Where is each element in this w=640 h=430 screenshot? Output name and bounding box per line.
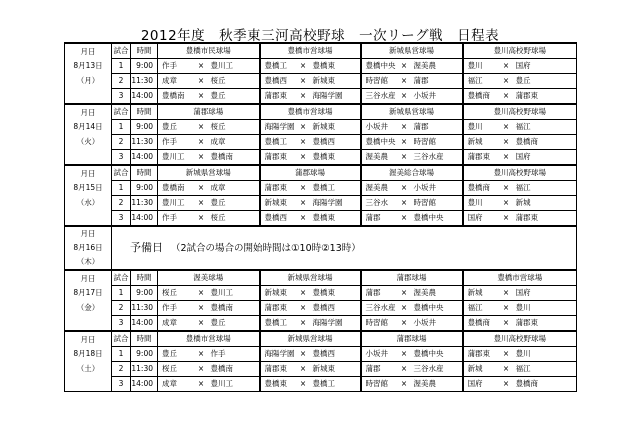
date-cell: 8月13日 (65, 59, 112, 74)
team-home: 桜丘 (158, 286, 194, 301)
team-home: 時習館 (361, 316, 397, 332)
schedule-table (64, 42, 577, 392)
team-away: 時習館 (412, 196, 463, 211)
team-home: 国府 (463, 377, 499, 392)
vs-mark: × (194, 362, 209, 377)
rest-day-label: 予備日 (130, 241, 163, 255)
team-home: 作手 (158, 59, 194, 74)
venue-name: 蒲郡球場 (361, 331, 463, 347)
vs-mark: × (499, 362, 514, 377)
team-home: 豊橋東 (260, 377, 296, 392)
date-blank (65, 211, 112, 227)
vs-mark: × (499, 135, 514, 150)
team-home: 蒲郡東 (260, 362, 296, 377)
team-away: 福江 (514, 362, 577, 377)
team-away: 豊川 (514, 347, 577, 362)
venue-name: 蒲郡球場 (361, 270, 463, 286)
team-away: 渥美農 (412, 59, 463, 74)
venue-name: 豊橋市営球場 (260, 43, 361, 59)
vs-mark: × (194, 301, 209, 316)
team-home: 豊丘 (158, 347, 194, 362)
vs-mark: × (296, 181, 311, 196)
team-away: 豊橋中央 (412, 347, 463, 362)
time-header: 時間 (131, 331, 158, 347)
start-time: 14:00 (131, 316, 158, 332)
date-cell: 8月16日 (65, 241, 112, 255)
team-home: 豊川工 (158, 196, 194, 211)
team-away: 豊橋中央 (412, 301, 463, 316)
vs-mark: × (296, 316, 311, 332)
venue-name: 蒲郡球場 (158, 104, 260, 120)
team-away: 渥美農 (412, 286, 463, 301)
team-home: 三谷水産 (361, 301, 397, 316)
team-home: 蒲郡東 (463, 150, 499, 166)
team-home: 福江 (463, 74, 499, 89)
page-title: 2012年度 秋季東三河高校野球 一次リーグ戦 日程表 (140, 28, 500, 44)
venue-name: 豊川高校野球場 (463, 165, 577, 181)
game-row (65, 286, 577, 301)
team-away: 蒲郡東 (514, 211, 577, 227)
team-home: 豊丘 (158, 120, 194, 135)
team-away: 豊川工 (209, 59, 260, 74)
vs-mark: × (499, 347, 514, 362)
start-time: 9:00 (131, 286, 158, 301)
weekday-cell: （金） (65, 301, 112, 316)
team-home: 豊橋工 (260, 316, 296, 332)
vs-mark: × (499, 59, 514, 74)
vs-mark: × (397, 59, 412, 74)
team-home: 豊橋西 (260, 74, 296, 89)
team-away: 海陽学園 (311, 196, 361, 211)
team-away: 豊丘 (209, 89, 260, 105)
start-time: 11:30 (131, 196, 158, 211)
vs-mark: × (194, 181, 209, 196)
team-away: 作手 (209, 347, 260, 362)
game-row (65, 150, 577, 166)
date-blank (65, 316, 112, 332)
team-away: 蒲郡 (412, 120, 463, 135)
match-header: 試合 (112, 165, 131, 181)
team-away: 豊川工 (209, 377, 260, 392)
time-header: 時間 (131, 104, 158, 120)
match-number: 2 (112, 135, 131, 150)
venue-name: 新城県営球場 (158, 165, 260, 181)
vs-mark: × (296, 74, 311, 89)
team-away: 豊橋南 (209, 362, 260, 377)
venue-name: 新城県営球場 (361, 104, 463, 120)
vs-mark: × (194, 74, 209, 89)
time-header: 時間 (131, 43, 158, 59)
team-home: 蒲郡東 (260, 89, 296, 105)
match-number: 2 (112, 74, 131, 89)
start-time: 9:00 (131, 181, 158, 196)
start-time: 9:00 (131, 347, 158, 362)
vs-mark: × (194, 286, 209, 301)
team-home: 海陽学園 (260, 120, 296, 135)
team-away: 福江 (514, 181, 577, 196)
team-away: 成章 (209, 181, 260, 196)
start-time: 14:00 (131, 89, 158, 105)
start-time: 14:00 (131, 377, 158, 392)
team-home: 豊橋工 (260, 59, 296, 74)
vs-mark: × (499, 120, 514, 135)
vs-mark: × (397, 89, 412, 105)
team-away: 豊橋西 (311, 135, 361, 150)
team-away: 豊橋工 (311, 181, 361, 196)
team-away: 豊橋西 (311, 301, 361, 316)
team-home: 作手 (158, 301, 194, 316)
team-home: 渥美農 (361, 150, 397, 166)
team-away: 豊橋商 (514, 377, 577, 392)
vs-mark: × (296, 362, 311, 377)
start-time: 9:00 (131, 59, 158, 74)
day-header-row (65, 104, 577, 120)
team-away: 新城 (514, 196, 577, 211)
vs-mark: × (397, 347, 412, 362)
match-header: 試合 (112, 43, 131, 59)
team-away: 豊橋中央 (412, 211, 463, 227)
team-away: 桜丘 (209, 211, 260, 227)
team-away: 桜丘 (209, 74, 260, 89)
team-home: 時習館 (361, 74, 397, 89)
venue-name: 新城県営球場 (260, 270, 361, 286)
team-home: 成章 (158, 74, 194, 89)
team-home: 蒲郡 (361, 286, 397, 301)
date-cell: 8月17日 (65, 286, 112, 301)
team-home: 蒲郡 (361, 211, 397, 227)
team-home: 豊川工 (158, 150, 194, 166)
team-away: 豊丘 (209, 196, 260, 211)
vs-mark: × (397, 196, 412, 211)
month-day-header: 月日 (65, 43, 112, 59)
game-row (65, 211, 577, 227)
vs-mark: × (499, 211, 514, 227)
vs-mark: × (194, 211, 209, 227)
match-number: 3 (112, 377, 131, 392)
team-home: 成章 (158, 316, 194, 332)
match-header: 試合 (112, 104, 131, 120)
team-away: 国府 (514, 59, 577, 74)
day-header-row (65, 43, 577, 59)
game-row (65, 316, 577, 332)
month-day-header: 月日 (65, 331, 112, 347)
vs-mark: × (194, 150, 209, 166)
vs-mark: × (499, 196, 514, 211)
vs-mark: × (397, 135, 412, 150)
team-home: 豊橋西 (260, 211, 296, 227)
team-away: 豊橋工 (311, 377, 361, 392)
vs-mark: × (194, 135, 209, 150)
team-home: 豊橋商 (463, 89, 499, 105)
team-away: 国府 (514, 286, 577, 301)
start-time: 11:30 (131, 362, 158, 377)
start-time: 9:00 (131, 120, 158, 135)
match-number: 3 (112, 150, 131, 166)
team-home: 小坂井 (361, 120, 397, 135)
vs-mark: × (296, 135, 311, 150)
team-away: 三谷水産 (412, 362, 463, 377)
vs-mark: × (397, 74, 412, 89)
venue-name: 豊川高校野球場 (463, 104, 577, 120)
venue-name: 豊川高校野球場 (463, 43, 577, 59)
team-away: 時習館 (412, 135, 463, 150)
team-away: 豊橋東 (311, 150, 361, 166)
team-away: 豊橋東 (311, 59, 361, 74)
start-time: 14:00 (131, 150, 158, 166)
venue-name: 渥美総合球場 (361, 165, 463, 181)
vs-mark: × (499, 301, 514, 316)
team-home: 豊橋南 (158, 181, 194, 196)
team-home: 蒲郡東 (260, 150, 296, 166)
game-row (65, 89, 577, 105)
match-number: 1 (112, 347, 131, 362)
vs-mark: × (194, 59, 209, 74)
game-row (65, 301, 577, 316)
team-home: 桜丘 (158, 362, 194, 377)
vs-mark: × (194, 347, 209, 362)
vs-mark: × (194, 316, 209, 332)
team-home: 豊川 (463, 59, 499, 74)
match-number: 1 (112, 181, 131, 196)
team-home: 三谷水 (361, 196, 397, 211)
game-row (65, 196, 577, 211)
day-header-row (65, 165, 577, 181)
team-away: 成章 (209, 135, 260, 150)
venue-name: 蒲郡球場 (260, 165, 361, 181)
day-header-row (65, 270, 577, 286)
team-away: 渥美農 (412, 377, 463, 392)
team-home: 福江 (463, 301, 499, 316)
team-home: 蒲郡東 (260, 301, 296, 316)
team-home: 蒲郡 (361, 362, 397, 377)
weekday-cell: （木） (65, 255, 112, 270)
vs-mark: × (499, 286, 514, 301)
day-header-row (65, 331, 577, 347)
team-away: 豊丘 (209, 316, 260, 332)
vs-mark: × (194, 120, 209, 135)
game-row (65, 347, 577, 362)
time-header: 時間 (131, 270, 158, 286)
team-away: 桜丘 (209, 120, 260, 135)
team-away: 豊橋南 (209, 301, 260, 316)
venue-name: 豊橋市営球場 (260, 104, 361, 120)
team-home: 新城 (463, 135, 499, 150)
team-home: 新城 (463, 286, 499, 301)
game-row (65, 377, 577, 392)
vs-mark: × (296, 377, 311, 392)
vs-mark: × (296, 286, 311, 301)
weekday-cell: （水） (65, 196, 112, 211)
team-away: 国府 (514, 150, 577, 166)
vs-mark: × (296, 301, 311, 316)
team-home: 豊橋商 (463, 181, 499, 196)
vs-mark: × (296, 211, 311, 227)
team-home: 豊橋中央 (361, 59, 397, 74)
team-home: 蒲郡東 (260, 181, 296, 196)
team-home: 豊橋中央 (361, 135, 397, 150)
vs-mark: × (397, 181, 412, 196)
start-time: 11:30 (131, 74, 158, 89)
vs-mark: × (397, 286, 412, 301)
weekday-cell: （月） (65, 74, 112, 89)
team-home: 作手 (158, 135, 194, 150)
rest-day-cell (112, 226, 577, 270)
team-away: 豊橋西 (311, 347, 361, 362)
match-number: 1 (112, 59, 131, 74)
match-header: 試合 (112, 270, 131, 286)
team-away: 新城東 (311, 74, 361, 89)
vs-mark: × (499, 377, 514, 392)
month-day-header: 月日 (65, 226, 112, 241)
date-blank (65, 377, 112, 392)
team-home: 成章 (158, 377, 194, 392)
vs-mark: × (397, 120, 412, 135)
vs-mark: × (499, 150, 514, 166)
team-away: 豊橋東 (311, 286, 361, 301)
vs-mark: × (397, 150, 412, 166)
venue-name: 豊橋市民球場 (158, 43, 260, 59)
team-away: 福江 (514, 120, 577, 135)
venue-name: 豊橋市営球場 (158, 331, 260, 347)
team-away: 蒲郡東 (514, 316, 577, 332)
date-cell: 8月18日 (65, 347, 112, 362)
team-home: 豊川 (463, 120, 499, 135)
team-home: 海陽学園 (260, 347, 296, 362)
team-home: 三谷水産 (361, 89, 397, 105)
team-away: 豊橋商 (514, 135, 577, 150)
vs-mark: × (296, 59, 311, 74)
team-away: 豊橋東 (311, 211, 361, 227)
venue-name: 渥美球場 (158, 270, 260, 286)
vs-mark: × (397, 377, 412, 392)
vs-mark: × (296, 347, 311, 362)
date-cell: 8月15日 (65, 181, 112, 196)
team-away: 豊丘 (514, 74, 577, 89)
vs-mark: × (296, 89, 311, 105)
match-number: 2 (112, 301, 131, 316)
team-away: 蒲郡 (412, 74, 463, 89)
month-day-header: 月日 (65, 104, 112, 120)
vs-mark: × (499, 181, 514, 196)
vs-mark: × (499, 316, 514, 332)
team-home: 豊橋南 (158, 89, 194, 105)
month-day-header: 月日 (65, 165, 112, 181)
team-home: 新城 (463, 362, 499, 377)
vs-mark: × (194, 377, 209, 392)
date-blank (65, 89, 112, 105)
vs-mark: × (296, 120, 311, 135)
rest-day-note: （2試合の場合の開始時間は①10時②13時） (171, 243, 361, 255)
game-row (65, 181, 577, 196)
start-time: 11:30 (131, 135, 158, 150)
match-number: 3 (112, 89, 131, 105)
vs-mark: × (397, 362, 412, 377)
team-home: 時習館 (361, 377, 397, 392)
venue-name: 新城県営球場 (361, 43, 463, 59)
match-number: 1 (112, 286, 131, 301)
team-home: 新城東 (260, 286, 296, 301)
team-away: 三谷水産 (412, 150, 463, 166)
team-away: 豊川 (514, 301, 577, 316)
team-home: 豊橋商 (463, 316, 499, 332)
match-number: 3 (112, 211, 131, 227)
match-number: 1 (112, 120, 131, 135)
team-away: 海陽学園 (311, 316, 361, 332)
time-header: 時間 (131, 165, 158, 181)
venue-name: 豊川高校野球場 (463, 331, 577, 347)
start-time: 14:00 (131, 211, 158, 227)
team-away: 蒲郡東 (514, 89, 577, 105)
venue-name: 豊橋市営球場 (463, 270, 577, 286)
vs-mark: × (194, 196, 209, 211)
weekday-cell: （土） (65, 362, 112, 377)
game-row (65, 74, 577, 89)
team-home: 渥美農 (361, 181, 397, 196)
date-cell: 8月14日 (65, 120, 112, 135)
vs-mark: × (397, 301, 412, 316)
match-number: 3 (112, 316, 131, 332)
game-row (65, 59, 577, 74)
date-blank (65, 150, 112, 166)
game-row (65, 362, 577, 377)
team-away: 豊橋南 (209, 150, 260, 166)
vs-mark: × (499, 89, 514, 105)
match-header: 試合 (112, 331, 131, 347)
venue-name: 新城県営球場 (260, 331, 361, 347)
match-number: 2 (112, 196, 131, 211)
team-home: 新城東 (260, 196, 296, 211)
team-home: 豊川 (463, 196, 499, 211)
team-home: 小坂井 (361, 347, 397, 362)
vs-mark: × (397, 211, 412, 227)
team-away: 新城東 (311, 362, 361, 377)
vs-mark: × (499, 74, 514, 89)
match-number: 2 (112, 362, 131, 377)
team-away: 小坂井 (412, 316, 463, 332)
vs-mark: × (296, 196, 311, 211)
vs-mark: × (397, 316, 412, 332)
month-day-header: 月日 (65, 270, 112, 286)
team-home: 国府 (463, 211, 499, 227)
weekday-cell: （火） (65, 135, 112, 150)
vs-mark: × (194, 89, 209, 105)
vs-mark: × (296, 150, 311, 166)
team-away: 海陽学園 (311, 89, 361, 105)
rest-day-row (65, 226, 577, 241)
team-away: 新城東 (311, 120, 361, 135)
team-home: 作手 (158, 211, 194, 227)
team-home: 豊橋工 (260, 135, 296, 150)
game-row (65, 120, 577, 135)
team-away: 小坂井 (412, 181, 463, 196)
team-home: 蒲郡東 (463, 347, 499, 362)
team-away: 豊川工 (209, 286, 260, 301)
start-time: 11:30 (131, 301, 158, 316)
game-row (65, 135, 577, 150)
team-away: 小坂井 (412, 89, 463, 105)
